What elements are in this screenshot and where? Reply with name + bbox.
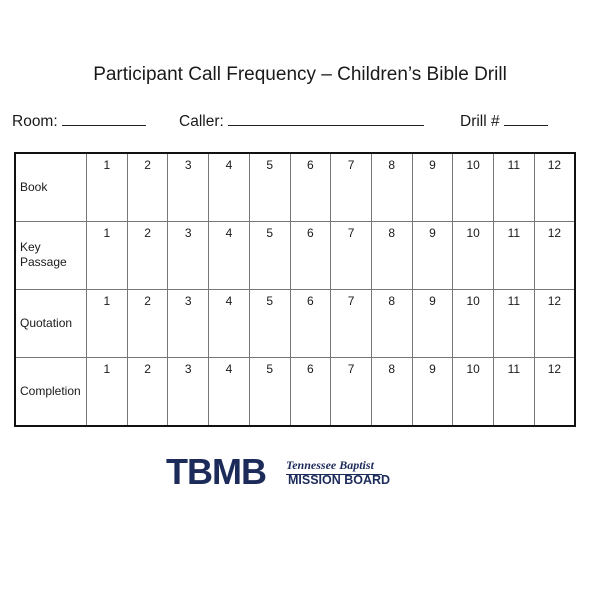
logo-line-2: MISSION BOARD bbox=[288, 473, 391, 487]
tbmb-logo-mark: TBMB bbox=[166, 451, 266, 492]
grid-row bbox=[15, 153, 575, 221]
tally-cell[interactable]: 9 bbox=[412, 153, 453, 221]
tbmb-logo bbox=[166, 452, 416, 492]
row-label: Book bbox=[15, 153, 87, 221]
tally-cell[interactable]: 6 bbox=[290, 358, 331, 426]
caller-field[interactable] bbox=[179, 111, 424, 131]
tally-cell[interactable]: 11 bbox=[494, 290, 535, 358]
tally-cell[interactable]: 1 bbox=[87, 221, 128, 289]
drill-blank-line[interactable] bbox=[504, 111, 548, 126]
tally-cell[interactable]: 2 bbox=[127, 358, 168, 426]
tally-cell[interactable]: 11 bbox=[494, 153, 535, 221]
tally-cell[interactable]: 8 bbox=[371, 358, 412, 426]
room-label: Room: bbox=[12, 113, 58, 130]
tally-cell[interactable]: 11 bbox=[494, 221, 535, 289]
tally-cell[interactable]: 4 bbox=[209, 358, 250, 426]
tally-cell[interactable]: 10 bbox=[453, 221, 494, 289]
tally-cell[interactable]: 8 bbox=[371, 221, 412, 289]
tally-cell[interactable]: 7 bbox=[331, 221, 372, 289]
row-label: Quotation bbox=[15, 290, 87, 358]
tally-cell[interactable]: 4 bbox=[209, 221, 250, 289]
tally-cell[interactable]: 2 bbox=[127, 153, 168, 221]
tally-cell[interactable]: 1 bbox=[87, 290, 128, 358]
tally-cell[interactable]: 3 bbox=[168, 290, 209, 358]
tally-cell[interactable]: 5 bbox=[249, 290, 290, 358]
tally-cell[interactable]: 6 bbox=[290, 221, 331, 289]
tally-cell[interactable]: 6 bbox=[290, 153, 331, 221]
tally-cell[interactable]: 7 bbox=[331, 153, 372, 221]
tally-cell[interactable]: 7 bbox=[331, 358, 372, 426]
tally-cell[interactable]: 10 bbox=[453, 153, 494, 221]
grid-row bbox=[15, 221, 575, 289]
tally-cell[interactable]: 1 bbox=[87, 358, 128, 426]
tally-cell[interactable]: 3 bbox=[168, 153, 209, 221]
tally-cell[interactable]: 12 bbox=[534, 221, 575, 289]
tally-cell[interactable]: 10 bbox=[453, 290, 494, 358]
tally-cell[interactable]: 4 bbox=[209, 290, 250, 358]
tally-cell[interactable]: 9 bbox=[412, 358, 453, 426]
tally-cell[interactable]: 3 bbox=[168, 221, 209, 289]
row-label: Completion bbox=[15, 358, 87, 426]
tally-cell[interactable]: 12 bbox=[534, 358, 575, 426]
grid-row bbox=[15, 358, 575, 426]
tally-cell[interactable]: 8 bbox=[371, 153, 412, 221]
tally-cell[interactable]: 2 bbox=[127, 221, 168, 289]
tally-cell[interactable]: 6 bbox=[290, 290, 331, 358]
tally-cell[interactable]: 11 bbox=[494, 358, 535, 426]
tally-cell[interactable]: 4 bbox=[209, 153, 250, 221]
tally-cell[interactable]: 9 bbox=[412, 290, 453, 358]
tally-cell[interactable]: 2 bbox=[127, 290, 168, 358]
tally-cell[interactable]: 8 bbox=[371, 290, 412, 358]
caller-label: Caller: bbox=[179, 113, 224, 130]
logo-line-1: Tennessee Baptist bbox=[286, 458, 382, 475]
tally-cell[interactable]: 3 bbox=[168, 358, 209, 426]
tally-cell[interactable]: 5 bbox=[249, 358, 290, 426]
caller-blank-line[interactable] bbox=[228, 111, 424, 126]
room-blank-line[interactable] bbox=[62, 111, 146, 126]
tally-cell[interactable]: 9 bbox=[412, 221, 453, 289]
tally-cell[interactable]: 12 bbox=[534, 153, 575, 221]
grid-row bbox=[15, 290, 575, 358]
tally-cell[interactable]: 5 bbox=[249, 221, 290, 289]
tally-cell[interactable]: 1 bbox=[87, 153, 128, 221]
tally-cell[interactable]: 7 bbox=[331, 290, 372, 358]
drill-field[interactable] bbox=[460, 111, 548, 131]
tally-cell[interactable]: 12 bbox=[534, 290, 575, 358]
page-title: Participant Call Frequency – Children’s Bible Drill bbox=[93, 64, 507, 85]
drill-label: Drill # bbox=[460, 113, 500, 130]
call-frequency-table bbox=[14, 152, 576, 427]
tally-cell[interactable]: 5 bbox=[249, 153, 290, 221]
room-field[interactable] bbox=[12, 111, 146, 131]
row-label: Key Passage bbox=[15, 221, 87, 289]
tally-cell[interactable]: 10 bbox=[453, 358, 494, 426]
